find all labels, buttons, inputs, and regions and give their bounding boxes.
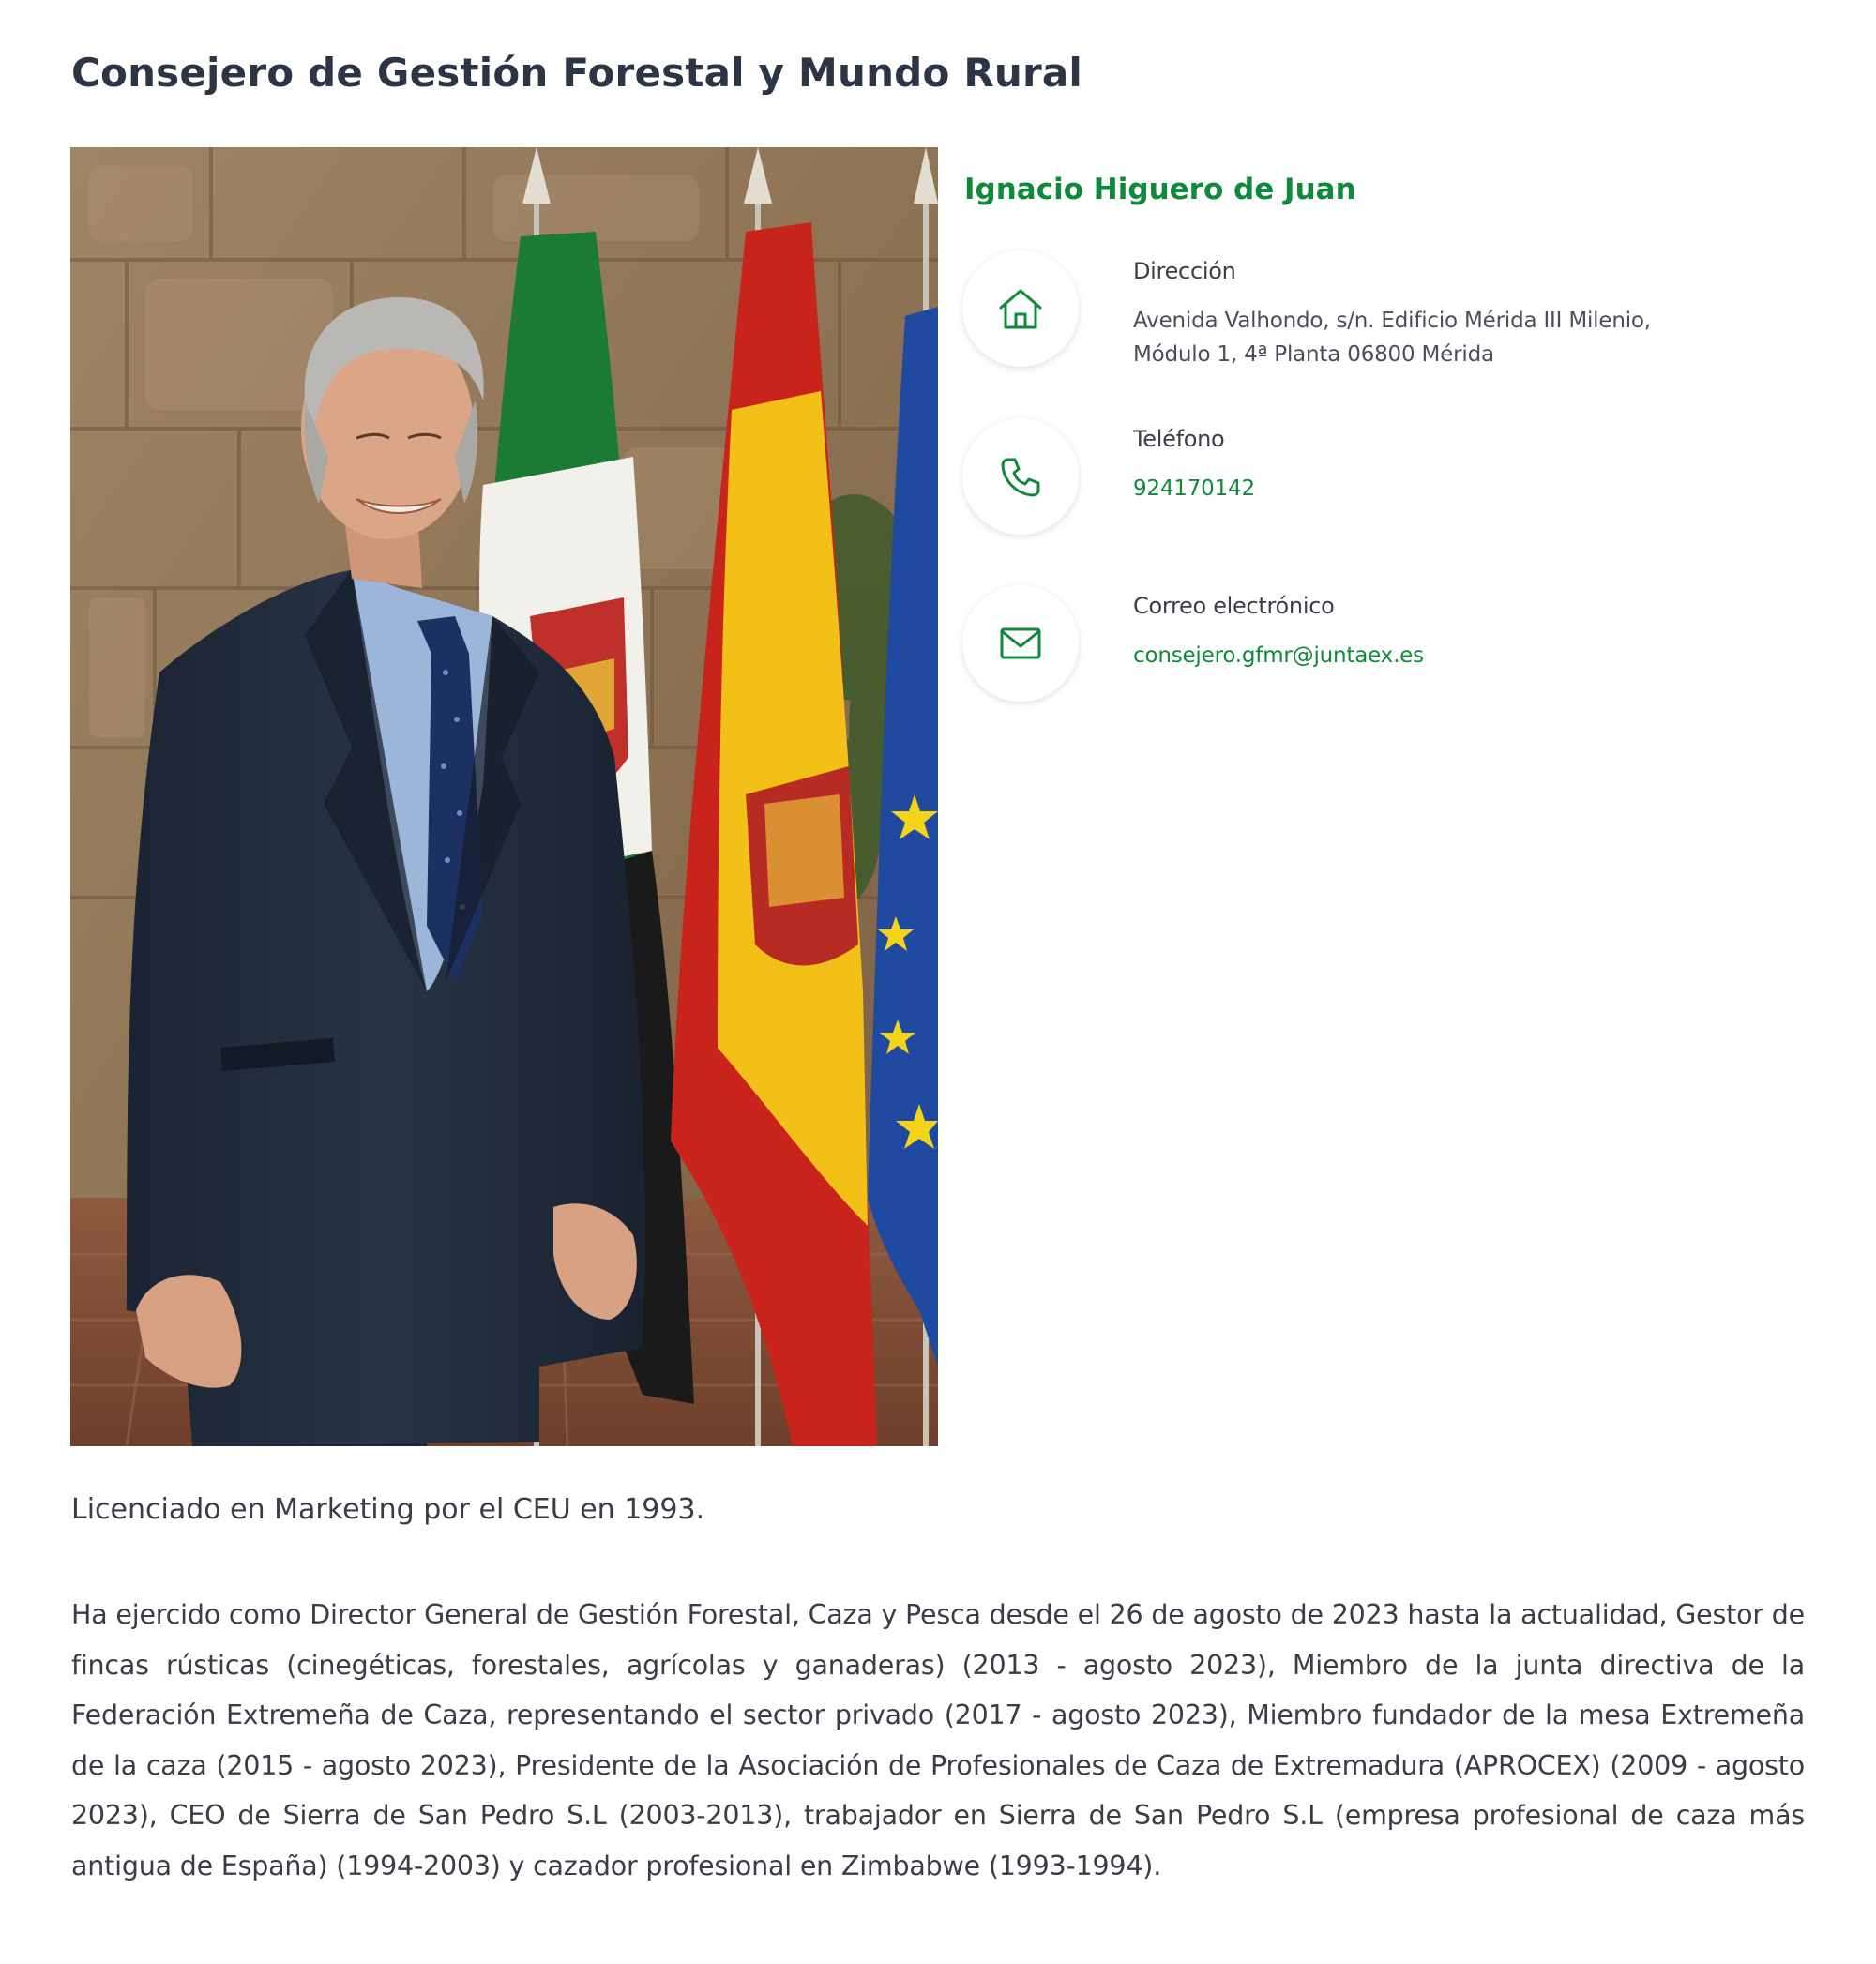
page-title: Consejero de Gestión Forestal y Mundo Rural [71,50,1083,96]
mail-icon [962,585,1079,702]
bio-education: Licenciado en Marketing por el CEU en 1993. [71,1493,705,1526]
contact-address [962,250,1807,372]
phone-link[interactable]: 924170142 [1133,476,1255,501]
phone-icon [962,418,1079,535]
address-line-2: Módulo 1, 4ª Planta 06800 Mérida [1133,342,1494,367]
address-label: Dirección [1133,258,1236,284]
email-label: Correo electrónico [1133,593,1335,619]
home-icon [962,250,1079,367]
portrait-photo [70,147,938,1446]
email-link[interactable]: consejero.gfmr@juntaex.es [1133,643,1424,668]
address-line-1: Avenida Valhondo, s/n. Edificio Mérida III Milenio, [1133,309,1651,333]
bio-career: Ha ejercido como Director General de Gestión Forestal, Caza y Pesca desde el 26 de agosto de 2023 hasta la actualidad, Gestor de fincas rústicas (cinegéticas, forestales, agrícolas y ganaderas) (2013 - agosto 2023), Miembro de la junta directiva de la Federación Extremeña de Caza, representando el sector privado (2017 - agosto 2023), Miembro fundador de la mesa Extremeña de la caza (2015 - agosto 2023), Presidente de la Asociación de Profesionales de Caza de Extremadura (APROCEX) (2009 - agosto 2023), CEO de Sierra de San Pedro S.L (2003-2013), trabajador en Sierra de San Pedro S.L (empresa profesional de caza más antigua de España) (1994-2003) y cazador profesional en Zimbabwe (1993-1994). [71,1599,1805,1881]
contact-email [962,585,1807,707]
contact-phone [962,418,1807,540]
phone-label: Teléfono [1133,426,1225,452]
person-name: Ignacio Higuero de Juan [964,173,1356,206]
